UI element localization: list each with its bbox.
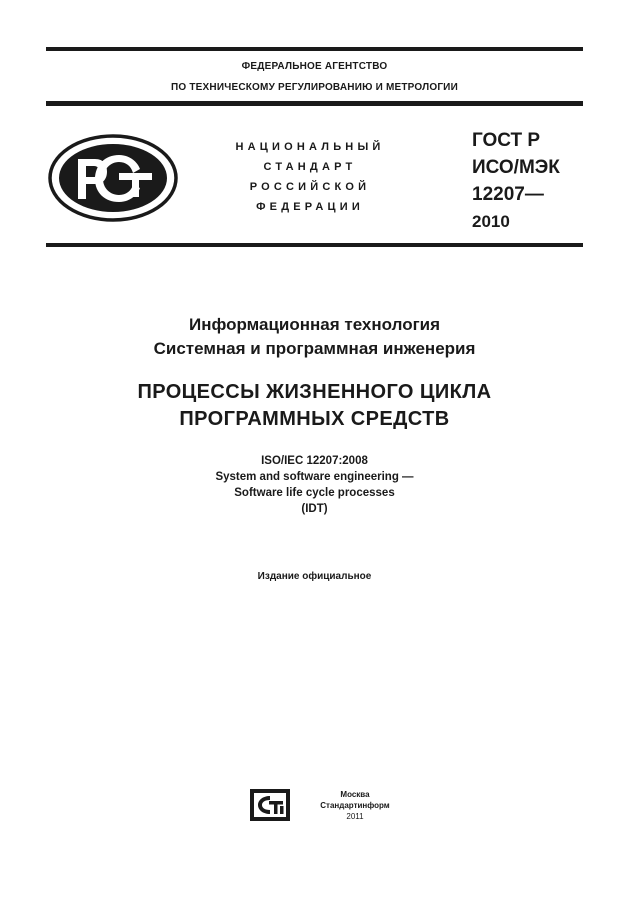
national-line-2: СТАНДАРТ: [263, 161, 357, 173]
national-line-4: ФЕДЕРАЦИИ: [256, 201, 364, 213]
publisher-info: [300, 789, 410, 822]
designation-line-1: ГОСТ Р: [472, 130, 541, 151]
designation-line-4: 2010: [472, 212, 510, 231]
source-line-4: (IDT): [301, 503, 328, 515]
source-line-2: System and software engineering —: [215, 471, 414, 483]
national-line-3: РОССИЙСКОЙ: [249, 181, 371, 193]
designation-line-3: 12207—: [472, 184, 544, 205]
rst-emblem-icon: [47, 133, 179, 223]
title-line-2: Системная и программная инженерия: [153, 339, 476, 358]
title-line-1: Информационная технология: [188, 315, 441, 334]
mid-rule: [46, 243, 583, 247]
edition-label: Издание официальное: [257, 571, 372, 582]
designation-line-2: ИСО/МЭК: [472, 157, 560, 178]
page-title: [46, 379, 583, 433]
national-standard-label: [205, 137, 415, 217]
agency-line-2: ПО ТЕХНИЧЕСКОМУ РЕГУЛИРОВАНИЮ И МЕТРОЛОГИИ: [171, 82, 458, 93]
source-line-3: Software life cycle processes: [234, 487, 395, 499]
agency-line-1: ФЕДЕРАЛЬНОЕ АГЕНТСТВО: [241, 61, 388, 72]
national-line-1: НАЦИОНАЛЬНЫЙ: [235, 141, 385, 153]
title-main-2: ПРОГРАММНЫХ СРЕДСТВ: [179, 408, 450, 430]
title-subtitle: [46, 313, 583, 361]
source-standard: [46, 453, 583, 517]
header-rule: [46, 101, 583, 106]
source-line-1: ISO/IEC 12207:2008: [261, 455, 368, 467]
top-rule: [46, 47, 583, 51]
standartinform-logo-icon: [250, 789, 290, 821]
publisher-name: Стандартинформ: [320, 801, 390, 810]
publisher-year: 2011: [346, 812, 364, 821]
publisher-city: Москва: [340, 790, 370, 799]
title-main-1: ПРОЦЕССЫ ЖИЗНЕННОГО ЦИКЛА: [137, 381, 492, 403]
standard-designation: [472, 127, 560, 235]
